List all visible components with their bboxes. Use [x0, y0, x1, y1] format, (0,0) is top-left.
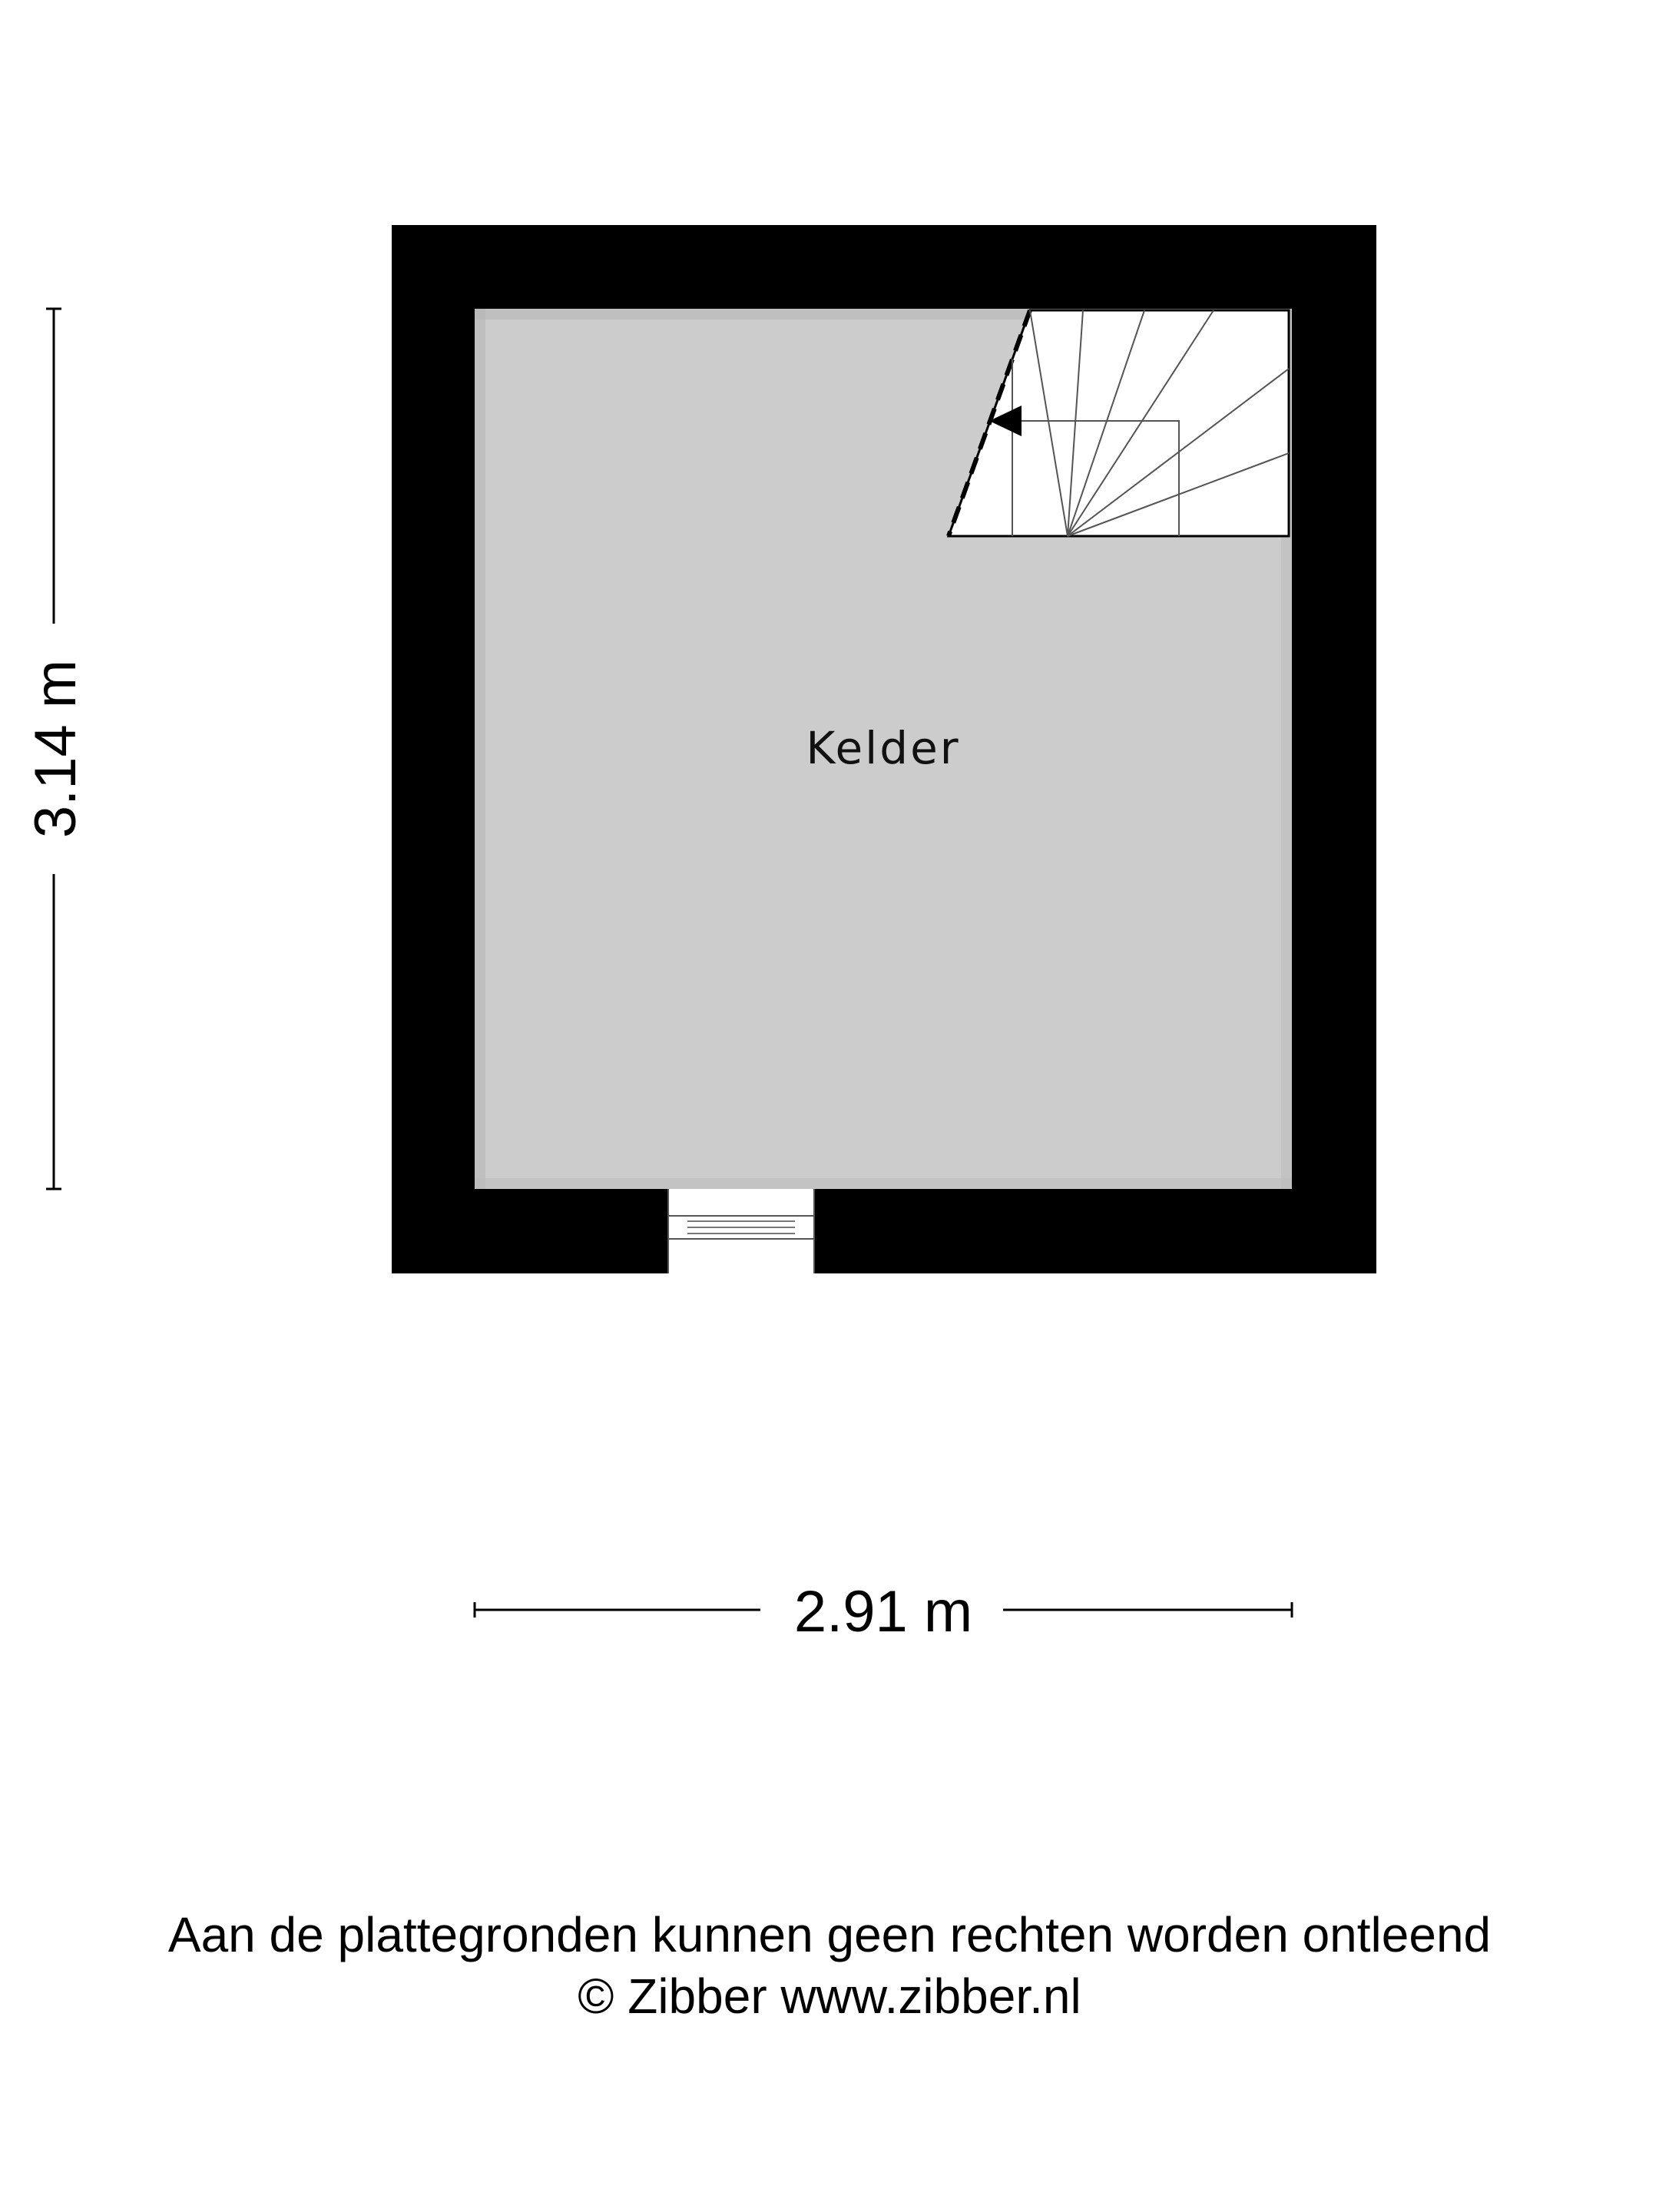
width-dimension — [475, 1579, 1292, 1644]
room-label: Kelder — [806, 722, 961, 774]
window — [668, 1189, 814, 1273]
disclaimer-text: Aan de plattegronden kunnen geen rechten worden ontleend — [167, 1907, 1492, 1962]
width-label: 2.91 m — [793, 1579, 973, 1644]
height-label: 3.14 m — [23, 659, 88, 839]
height-dimension — [23, 309, 88, 1189]
copyright-text: © Zibber www.zibber.nl — [578, 1969, 1081, 2024]
